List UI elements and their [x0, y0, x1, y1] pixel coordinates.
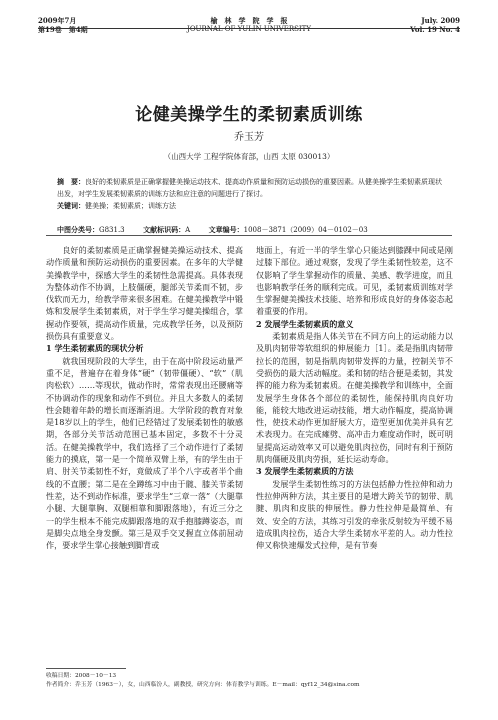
footnote [46, 672, 452, 690]
section-heading-2: 2 发展学生柔韧素质的意义 [256, 318, 354, 329]
header-rule [38, 28, 460, 29]
clc-label: 中图分类号： [57, 225, 99, 234]
footnote-rule [46, 668, 126, 669]
intro-paragraph: 良好的柔韧素质是正确掌握健美操运动技术、提高动作质量和预防运动损伤的重要因素。在多年的大学健美操教学中，探感大学生的柔韧性急需提高。具体表现为整体动作不协调，上肢僵硬，腿部关节柔而不韧，步伐软而无力，给教学带来很多困难。在健美操教学中锻炼和发展学生柔韧素质，对于学生学习健美操组合，掌握动作要领，提高动作质量，完成教学任务，以及预防损伤具有重要意义。 [46, 245, 243, 342]
journal-name-cn: 榆 林 学 院 学 报 [210, 16, 288, 25]
doc-code-label: 文献标识码： [143, 225, 186, 234]
section-rule [46, 235, 452, 236]
abstract-block [57, 176, 446, 212]
abstract [57, 176, 446, 200]
section-heading-1: 1 学生柔韧素质的现状分析 [46, 343, 144, 354]
keywords [57, 200, 446, 212]
section-3-paragraph: 发展学生柔韧性练习的方法包括静力性拉伸和动力性拉伸两种方法，其主要目的是增大跨关节的韧带、肌腱、肌肉和皮肤的伸展性。静力性拉伸是最简单、有效、安全的方法，其练习引发的牵张反射较为平缓不易造成肌肉拉伤，适合大学生柔韧水平差的人。动力性拉伸又称快速爆发式拉伸，是有节奏 [256, 478, 453, 551]
section-1-paragraph: 就我国现阶段的大学生，由于在高中阶段运动量严重不足，普遍存在着身体“硬”（韧带僵硬）、“软”（肌肉松软）……等现状，做动作时，常常表现出还腰痛等不协调动作的现象和动作不到位。并且大多数人的柔韧性会随着年龄的增长而逐渐消退。大学阶段的教育对象是18岁以上的学生，他们已经错过了发展柔韧性的敏感期，各部分关节活动范围已基本固定，多数不十分灵活。在健美操教学中，我们选择了三个动作进行了柔韧能力的摸底，第一是一个简单双臂上举，有的学生由于肩、肘关节柔韧性不好，竟做成了半个八字或者半个曲线的不直腰；第二是在全蹲练习中由于髋、膝关节柔韧性差，达不到动作标准，要求学生“三章一落”（大腿靠小腿、大腿靠胸、双腿相靠和脚跟落地），有近三分之一的学生根本不能完成脚跟落地的双手抱膝蹲姿态，而是脚尖点地全身发颤。第三是双手交叉握直立体前屈动作，要求学生掌心接触到脚背或 [46, 355, 243, 551]
journal-name-en: JOURNAL OF YULIN UNIVERSITY [187, 25, 311, 33]
author-name: 乔玉芳 [234, 132, 264, 143]
body-column-left [46, 244, 243, 551]
continued-paragraph: 地面上，有近一半的学生掌心只能达到膝踝中间或是刚过膝下部位。通过观察，发现了学生柔韧性较差，这不仅影响了学生掌握动作的质量、美感、教学进度，而且也影响教学任务的顺利完成。可见，柔韧素质训练对学生掌握健美操技术技能、培养和形成良好的身体姿态起着重要的作用。 [256, 245, 453, 317]
article-title: 论健美操学生的柔韧素质训练 [135, 105, 363, 125]
issue-date-en: July. 2009 [421, 16, 460, 25]
section-2-paragraph: 柔韧素质是指人体关节在不同方向上的运动能力以及肌肉韧带等软组织的伸展能力［1］。柔是指肌肉韧带拉长的范围，韧是指肌肉韧带发挥的力量，控制关节不受损伤的最大活动幅度。柔和韧的结合便是柔韧，其发挥的能力称为柔韧素质。在健美操教学和训练中，全面发展学生身体各个部位的柔韧性，能保持肌肉良好功能，能较大地改进运动技能，增大动作幅度，提高协调性，使技术动作更加舒展大方，造型更加优美并具有艺术表现力。在完成瘫劈、高冲击力难度动作时，既可明显提高运动效率又可以避免肌肉拉伤，同时有利于预防肌肉僵硬及肌肉劳损，延长运动寿命。 [256, 331, 453, 465]
issue-date: 2009年7月 [38, 16, 77, 25]
body-column-right [256, 244, 453, 551]
classification-line [57, 225, 446, 235]
journal-name-block [38, 16, 460, 34]
keywords-text: 健美操；柔韧素质；训练方法 [85, 202, 176, 210]
doc-code-value: A [185, 226, 191, 234]
volume-block-en [410, 16, 460, 34]
volume-issue-cn: 第19卷 第4期 [38, 25, 88, 34]
running-header [38, 16, 460, 46]
abstract-text: 良好的柔韧素质是正确掌握健美操运动技术、提高动作质量和预防运动损伤的重要因素。从健美操学生柔韧素质现状出发，对学生发展柔韧素质的训练方法和应注意的问题进行了探讨。 [57, 178, 442, 198]
article-id-value: 1008－3871（2009）04－0102－03 [243, 226, 368, 234]
section-heading-3: 3 发展学生柔韧素质的方法 [256, 466, 354, 477]
author-bio: 作者简介：乔玉芳（1963－），女，山西临汾人，副教授，研究方向：体育教学与训练。E－mail：qyf12_34@sina.com [46, 682, 360, 688]
article-id-label: 文章编号： [208, 225, 244, 234]
received-date: 收稿日期：2008－10－13 [46, 673, 117, 679]
clc-value: G831.3 [99, 226, 125, 234]
keywords-label: 关键词： [57, 201, 85, 210]
abstract-label: 摘 要： [57, 177, 85, 186]
author-affiliation: （山西大学 工程学院体育部，山西 太原 030013） [163, 152, 335, 161]
volume-issue-en: Vol. 19 No. 4 [410, 25, 460, 34]
